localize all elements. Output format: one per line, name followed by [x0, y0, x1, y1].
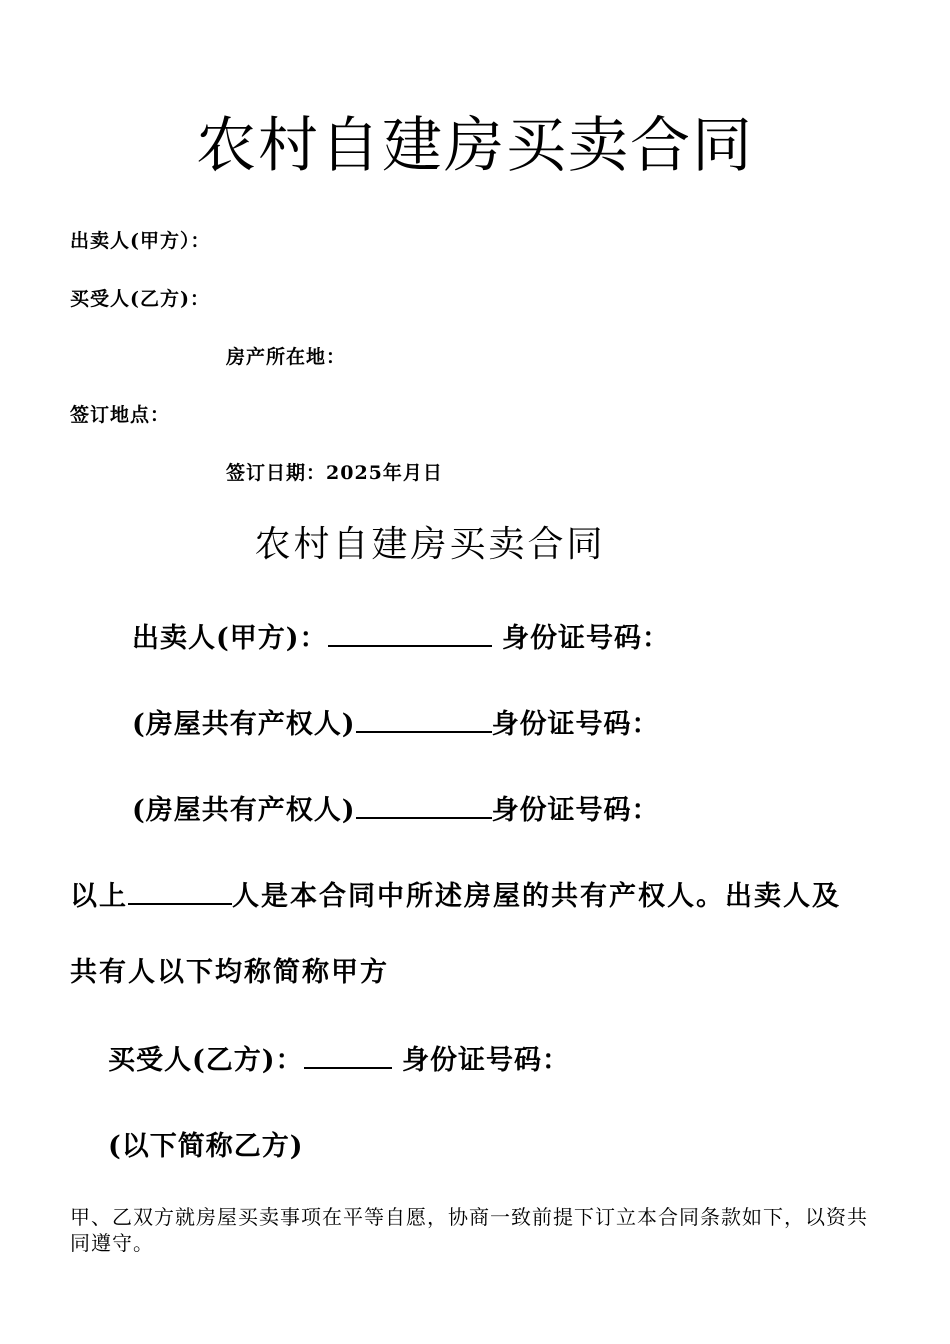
buyer-note: (以下简称乙方) — [108, 1131, 304, 1162]
co-owner-name-blank-2[interactable] — [356, 793, 492, 819]
co-owner-statement-prefix: 以上 — [70, 881, 128, 912]
contract-intro-paragraph: 甲、乙双方就房屋买卖事项在平等自愿，协商一致前提下订立本合同条款如下，以资共同遵守。 — [70, 1205, 868, 1255]
co-owner-label-1: (房屋共有产权人) — [132, 709, 356, 740]
buyer-name-blank[interactable] — [304, 1043, 392, 1069]
seller-label: 出卖人(甲方)： — [132, 623, 328, 654]
co-owner-line-1 — [132, 702, 660, 741]
cover-signing-date-label: 签订日期：2025年月日 — [226, 462, 443, 484]
co-owner-line-2 — [132, 788, 660, 827]
cover-signing-place-label: 签订地点： — [70, 404, 171, 426]
cover-seller-label: 出卖人(甲方）： — [70, 230, 211, 252]
seller-id-label: 身份证号码： — [501, 623, 670, 654]
seller-name-blank[interactable] — [328, 621, 492, 647]
contract-title: 农村自建房买卖合同 — [254, 524, 606, 565]
co-owner-statement-suffix: 人是本合同中所述房屋的共有产权人。出卖人及 — [232, 881, 841, 912]
cover-property-location-label: 房产所在地： — [226, 346, 347, 368]
buyer-id-label: 身份证号码： — [401, 1045, 570, 1076]
co-owner-count-blank[interactable] — [128, 879, 232, 905]
co-owner-statement-line-2: 共有人以下均称简称甲方 — [70, 957, 389, 988]
seller-line — [132, 616, 670, 655]
cover-buyer-label: 买受人(乙方)： — [70, 288, 210, 310]
cover-title: 农村自建房买卖合同 — [196, 111, 754, 181]
buyer-label: 买受人(乙方)： — [108, 1045, 304, 1076]
co-owner-id-label-2: 身份证号码： — [491, 795, 660, 826]
co-owner-id-label-1: 身份证号码： — [491, 709, 660, 740]
co-owner-name-blank-1[interactable] — [356, 707, 492, 733]
co-owner-label-2: (房屋共有产权人) — [132, 795, 356, 826]
buyer-line — [108, 1038, 570, 1077]
co-owner-statement-line-1 — [70, 874, 841, 913]
